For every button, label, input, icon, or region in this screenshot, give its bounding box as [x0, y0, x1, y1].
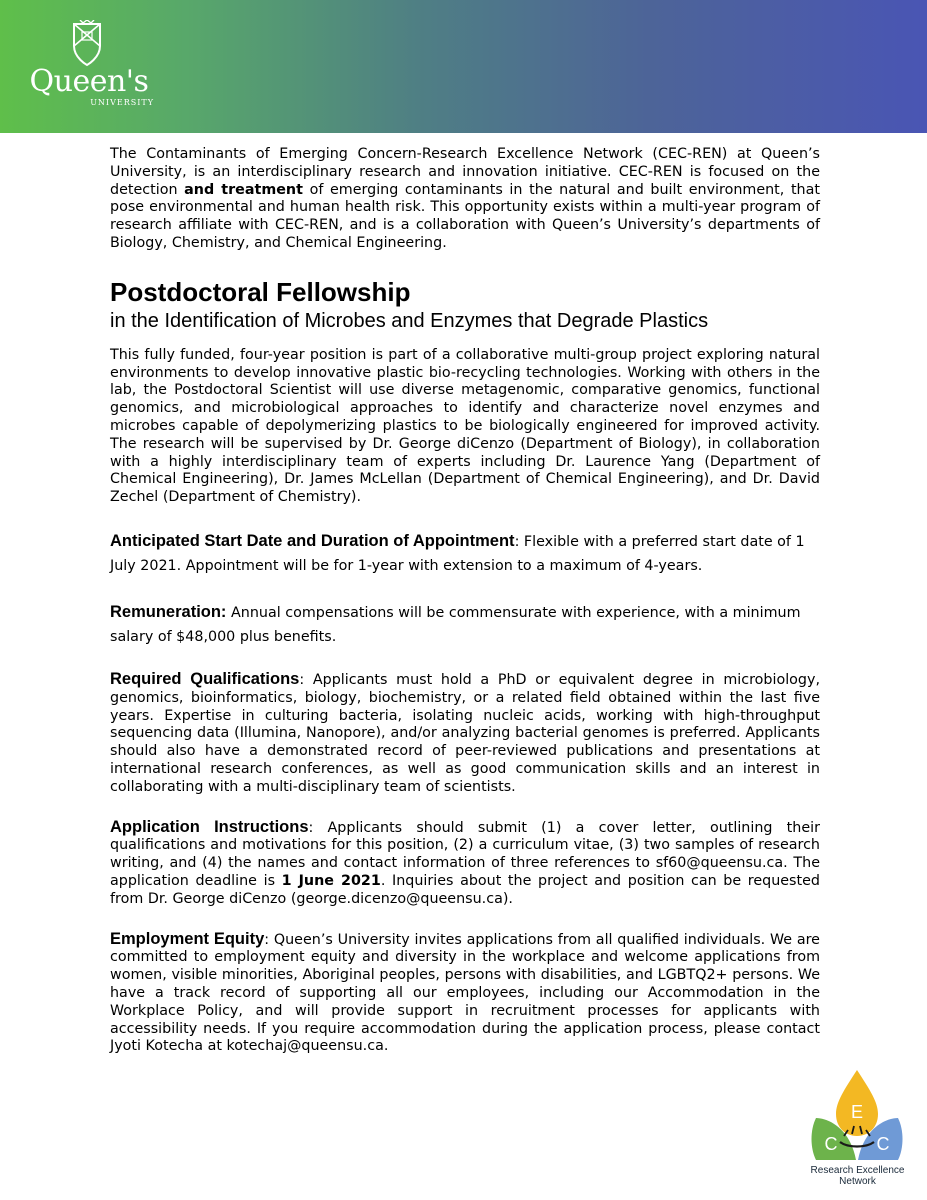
- cec-ren-logo: [800, 1068, 915, 1193]
- deadline-date: 1 June 2021: [281, 872, 381, 889]
- cec-ren-emblem-icon: [800, 1068, 915, 1166]
- cec-letter-c-left: C: [824, 1134, 838, 1154]
- description-paragraph: This fully funded, four-year position is part of a collaborative multi-group project exploring natural environments to develop innovative plastic bio-recycling technologies. Working with others in the lab, the Postdoctoral Scientist will use diverse metagenomic, comparative genomics, functional genomics, and microbiological approaches to identify and characterize novel enzymes and microbes capable of depolymerizing plastics to be biologically engineered for improved activity. The research will be supervised by Dr. George diCenzo (Department of Biology), in collaboration with a highly interdisciplinary team of experts including Dr. Laurence Yang (Department of Chemical Engineering), Dr. James McLellan (Department of Chemical Engineering), and Dr. David Zechel (Department of Chemistry).: [110, 346, 820, 506]
- equity-heading: Employment Equity: [110, 929, 265, 948]
- document-body: [110, 146, 820, 1056]
- equity-section: Employment Equity: Queen’s University invites applications from all qualified individuals. We are committed to employment equity and diversity in the workplace and welcome applications from women, visible minorities, Aboriginal peoples, persons with disabilities, and LGBTQ2+ persons. We have a track record of supporting all our employees, including our Accommodation in the Workplace Policy, and will provide support in recruitment processes for applicants with accessibility needs. If you require accommodation during the application process, please contact Jyoti Kotecha at kotechaj@queensu.ca.: [110, 929, 820, 1055]
- page-subtitle: in the Identification of Microbes and Enzymes that Degrade Plastics: [110, 309, 709, 332]
- start-date-section: Anticipated Start Date and Duration of Appointment: Flexible with a preferred start date of 1 July 2021. Appointment will be for 1-year with extension to a maximum of 4-years.: [110, 531, 805, 574]
- remuneration-section: Remuneration: Annual compensations will be commensurate with experience, with a minimum salary of $48,000 plus benefits.: [110, 602, 801, 645]
- application-section: Application Instructions: Applicants should submit (1) a cover letter, outlining their qualifications and motivations for this position, (2) a curriculum vitae, (3) two samples of research writing, and (4) the names and contact information of three references to sf60@queensu.ca. The application deadline is 1 June 2021. Inquiries about the project and position can be requested from Dr. George diCenzo (george.dicenzo@queensu.ca).: [110, 817, 820, 907]
- cec-ren-label: Research Excellence Network: [810, 1165, 905, 1187]
- application-heading: Application Instructions: [110, 817, 309, 836]
- cec-letter-e: E: [850, 1102, 864, 1122]
- logo-wordmark: Queen's: [29, 64, 149, 99]
- intro-paragraph: The Contaminants of Emerging Concern-Research Excellence Network (CEC-REN) at Queen’s University, is an interdisciplinary research and innovation initiative. CEC-REN is focused on the detection and treatment of emerging contaminants in the natural and built environment, that pose environmental and human health risk. This opportunity exists within a multi-year program of research affiliate with CEC-REN, and is a collaboration with Queen’s University’s departments of Biology, Chemistry, and Chemical Engineering.: [110, 146, 820, 251]
- cec-letter-c-right: C: [876, 1134, 890, 1154]
- queens-logo: [24, 20, 154, 110]
- qualifications-section: Required Qualifications: Applicants must hold a PhD or equivalent degree in microbiology, genomics, bioinformatics, biology, biochemistry, or a related field obtained within the last five years. Expertise in culturing bacteria, isolating nucleic acids, working with high-throughput sequencing data (Illumina, Nanopore), and/or analyzing bacterial genomes is preferred. Applicants should also have a demonstrated record of peer-reviewed publications and presentations at international research conferences, as well as good communication skills and an interest in collaborating with a multi-disciplinary team of scientists.: [110, 669, 820, 795]
- start-date-heading: Anticipated Start Date and Duration of Appointment: [110, 531, 515, 550]
- logo-subtext: UNIVERSITY: [90, 98, 154, 107]
- page-title: Postdoctoral Fellowship: [110, 276, 411, 307]
- remuneration-heading: Remuneration:: [110, 602, 227, 621]
- qualifications-heading: Required Qualifications: [110, 669, 300, 688]
- crest-icon: [66, 20, 108, 68]
- header-banner: [0, 0, 927, 133]
